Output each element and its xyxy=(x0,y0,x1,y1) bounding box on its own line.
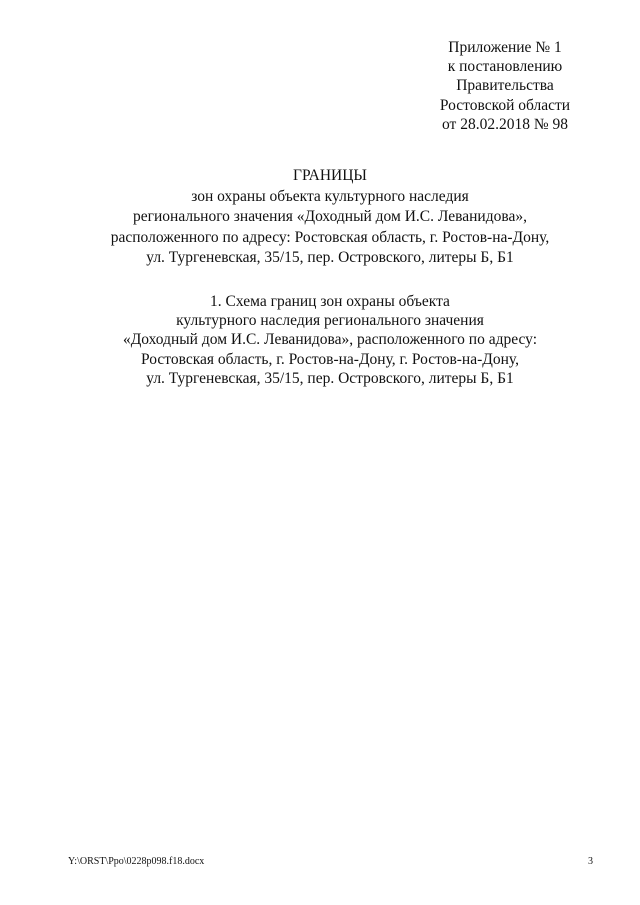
footer-file-path: Y:\ORST\Ppo\0228p098.f18.docx xyxy=(68,856,205,867)
title-line: зон охраны объекта культурного наследия xyxy=(191,187,469,205)
document-title xyxy=(60,166,600,269)
appendix-line: Ростовской области xyxy=(439,96,571,114)
appendix-line: от 28.02.2018 № 98 xyxy=(442,115,568,133)
scheme-line: ул. Тургеневская, 35/15, пер. Островского, литеры Б, Б1 xyxy=(146,369,514,387)
appendix-line: Приложение № 1 xyxy=(448,39,562,56)
title-heading: ГРАНИЦЫ xyxy=(293,167,367,184)
appendix-line: к постановлению xyxy=(447,58,563,76)
footer-page-number: 3 xyxy=(588,856,593,867)
scheme-section-heading xyxy=(60,292,600,388)
title-line: расположенного по адресу: Ростовская область, г. Ростов-на-Дону, xyxy=(110,228,550,246)
appendix-header xyxy=(420,38,590,134)
scheme-line: Ростовская область, г. Ростов-на-Дону, г. Ростов-на-Дону, xyxy=(141,350,519,368)
title-line: ул. Тургеневская, 35/15, пер. Островского, литеры Б, Б1 xyxy=(146,249,514,266)
scheme-line: культурного наследия регионального значения xyxy=(176,312,484,330)
title-line: регионального значения «Доходный дом И.С. Леванидова», xyxy=(133,208,527,225)
scheme-line: «Доходный дом И.С. Леванидова», расположенного по адресу: xyxy=(122,331,538,349)
scheme-line: 1. Схема границ зон охраны объекта xyxy=(210,293,450,310)
appendix-line: Правительства xyxy=(456,77,554,95)
